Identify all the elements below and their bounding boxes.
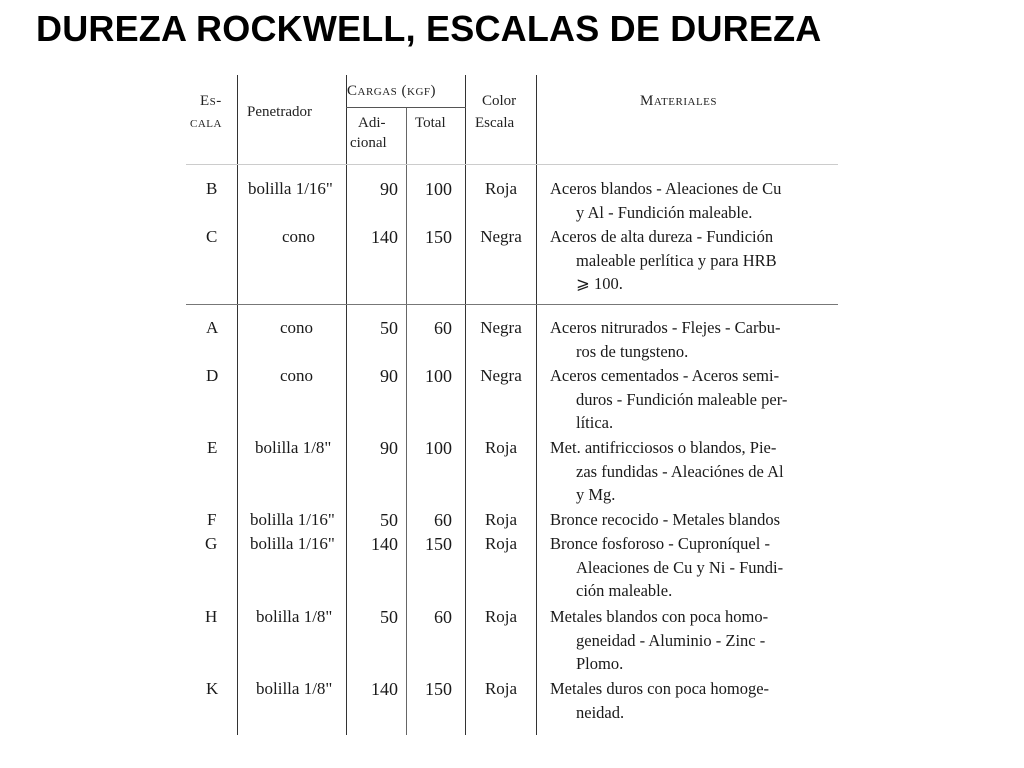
row-adicional: 140 (371, 227, 398, 247)
row-adicional: 90 (380, 179, 398, 199)
column-rule (465, 75, 466, 735)
header-cargas: Cargas (kgf) (347, 83, 437, 99)
header-total: Total (415, 115, 446, 131)
row-escala: A (206, 318, 219, 337)
header-bottom-rule (186, 164, 838, 165)
row-color: Roja (484, 510, 518, 529)
row-total: 150 (425, 534, 452, 554)
row-escala: B (206, 179, 218, 198)
header-adicional-2: cional (350, 135, 387, 151)
row-total: 150 (425, 227, 452, 247)
row-adicional: 90 (380, 366, 398, 386)
row-escala: H (205, 607, 218, 626)
header-materiales: Materiales (640, 93, 718, 109)
row-penetrador: cono (280, 366, 314, 385)
row-color: Roja (484, 438, 518, 457)
row-penetrador: bolilla 1/8" (255, 438, 332, 457)
row-color: Roja (484, 679, 518, 698)
row-escala: C (206, 227, 218, 246)
row-total: 100 (425, 179, 452, 199)
row-color: Roja (484, 179, 518, 198)
row-materiales: Aceros nitrurados - Flejes - Carbu- ros de tungsteno. (550, 318, 781, 361)
row-total: 150 (425, 679, 452, 699)
header-escala-2: cala (190, 115, 222, 131)
row-total: 60 (434, 510, 452, 530)
header-penetrador: Penetrador (247, 104, 312, 120)
row-penetrador: bolilla 1/16" (250, 510, 335, 529)
row-total: 60 (434, 318, 452, 338)
header-rule (346, 107, 466, 108)
row-color: Roja (484, 607, 518, 626)
row-materiales: Aceros blandos - Aleaciones de Cu y Al - Fundición maleable. (550, 179, 782, 222)
row-penetrador: bolilla 1/16" (250, 534, 335, 553)
row-escala: K (206, 679, 219, 698)
row-penetrador: bolilla 1/8" (256, 607, 333, 626)
row-escala: F (207, 510, 217, 529)
column-rule (237, 75, 238, 735)
row-penetrador: cono (280, 318, 314, 337)
header-color: Color (482, 93, 517, 109)
row-adicional: 90 (380, 438, 398, 458)
header-adicional: Adi- (358, 115, 386, 131)
row-adicional: 140 (371, 679, 398, 699)
row-total: 100 (425, 366, 452, 386)
row-materiales: Aceros de alta dureza - Fundición maleable perlítica y para HRB ⩾ 100. (550, 227, 777, 293)
section-rule (186, 304, 838, 305)
row-penetrador: cono (282, 227, 316, 246)
row-color: Negra (480, 227, 522, 246)
row-materiales: Bronce fosforoso - Cuproníquel - Aleaciones de Cu y Ni - Fundi- ción maleable. (550, 534, 784, 600)
row-adicional: 50 (380, 607, 398, 627)
header-escala: Es- (200, 93, 222, 109)
column-rule (536, 75, 537, 735)
row-materiales: Met. antifricciosos o blandos, Pie- zas fundidas - Aleaciónes de Al y Mg. (550, 438, 784, 504)
row-adicional: 140 (371, 534, 398, 554)
row-adicional: 50 (380, 510, 398, 530)
header-color-2: Escala (475, 115, 515, 131)
row-color: Negra (480, 366, 522, 385)
row-color: Negra (480, 318, 522, 337)
row-penetrador: bolilla 1/16" (248, 179, 333, 198)
row-total: 60 (434, 607, 452, 627)
row-total: 100 (425, 438, 452, 458)
row-materiales: Metales blandos con poca homo- geneidad - Aluminio - Zinc - Plomo. (550, 607, 769, 673)
page-title: DUREZA ROCKWELL, ESCALAS DE DUREZA (36, 8, 822, 49)
row-escala: E (207, 438, 218, 457)
row-materiales: Metales duros con poca homoge- neidad. (550, 679, 770, 722)
row-escala: G (205, 534, 218, 553)
row-adicional: 50 (380, 318, 398, 338)
column-rule (346, 75, 347, 735)
column-rule (406, 108, 407, 735)
row-materiales: Bronce recocido - Metales blandos (550, 510, 781, 529)
row-materiales: Aceros cementados - Aceros semi- duros - Fundición maleable per- lítica. (550, 366, 788, 432)
row-color: Roja (484, 534, 518, 553)
row-penetrador: bolilla 1/8" (256, 679, 333, 698)
row-escala: D (206, 366, 219, 385)
